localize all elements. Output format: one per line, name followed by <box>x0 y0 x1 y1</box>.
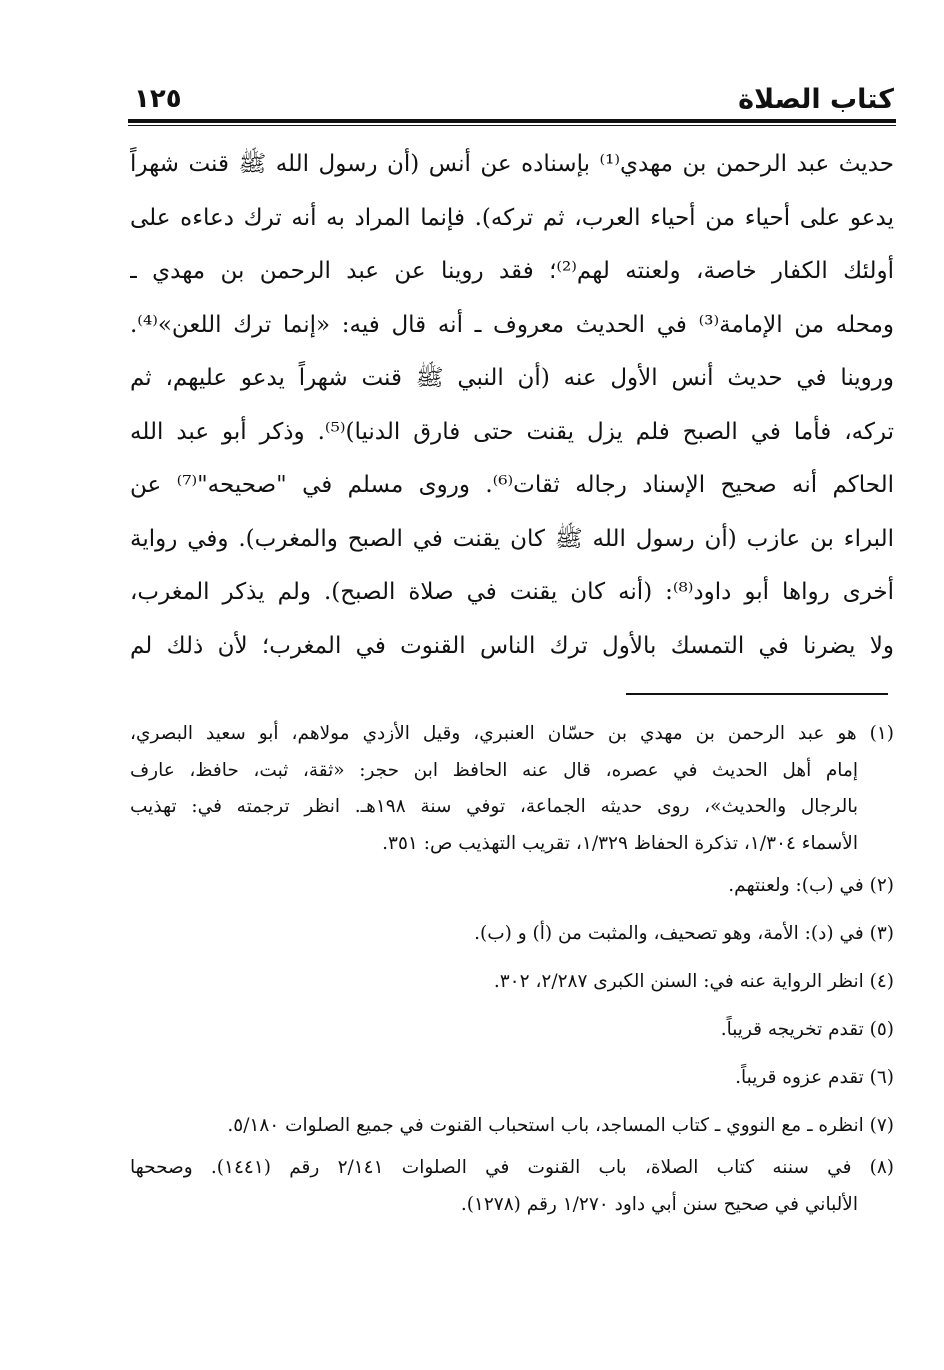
body-line: يدعو على أحياء من أحياء العرب، ثم تركه). فإنما المراد به أنه ترك دعاءه على <box>130 204 894 231</box>
body-line: الحاكم أنه صحيح الإسناد رجاله ثقات⁽⁶⁾. وروى مسلم في "صحيحه"⁽⁷⁾ عن <box>130 472 894 498</box>
footnote-1-line: (١) هو عبد الرحمن بن مهدي بن حسّان العنبري، وقيل الأزدي مولاهم، أبو سعيد البصري، <box>130 723 894 744</box>
body-line: وروينا في حديث أنس الأول عنه (أن النبي ﷺ قنت شهراً يدعو عليهم، ثم <box>130 365 894 391</box>
body-line: أولئك الكفار خاصة، ولعنته لهم⁽²⁾؛ فقد روينا عن عبد الرحمن بن مهدي ـ <box>130 258 894 284</box>
body-line: حديث عبد الرحمن بن مهدي⁽¹⁾ بإسناده عن أنس (أن رسول الله ﷺ قنت شهراً <box>130 151 894 177</box>
footnote-7: (٧) انظره ـ مع النووي ـ كتاب المساجد، باب استحباب القنوت في جميع الصلوات ٥/١٨٠. <box>227 1115 894 1136</box>
footnote-4: (٤) انظر الرواية عنه في: السنن الكبرى ٢/٢٨٧، ٣٠٢. <box>493 971 894 992</box>
footnotes-block <box>130 716 894 1223</box>
header-rule-thick <box>128 119 896 123</box>
footnote-3: (٣) في (د): الأمة، وهو تصحيف، والمثبت من (أ) و (ب). <box>474 923 894 944</box>
main-text-block <box>130 138 894 673</box>
header-rule-thin <box>128 125 896 126</box>
footnote-6: (٦) تقدم عزوه قريباً. <box>735 1067 894 1088</box>
footnote-5: (٥) تقدم تخريجه قريباً. <box>720 1019 894 1040</box>
footnote-1-line: إمام أهل الحديث في عصره، قال عنه الحافظ ابن حجر: «ثقة، ثبت، حافظ، عارف <box>130 759 858 781</box>
footnote-1-line: بالرجال والحديث»، روى حديثه الجماعة، توفي سنة ١٩٨هـ. انظر ترجمته في: تهذيب <box>130 796 859 817</box>
body-line: البراء بن عازب (أن رسول الله ﷺ كان يقنت في الصبح والمغرب). وفي رواية <box>130 525 894 552</box>
body-line: ولا يضرنا في التمسك بالأول ترك الناس القنوت في المغرب؛ لأن ذلك لم <box>130 632 894 659</box>
body-line: ومحله من الإمامة⁽³⁾ في الحديث معروف ـ أنه قال فيه: «إنما ترك اللعن»⁽⁴⁾. <box>130 311 894 338</box>
footnote-8-line: (٨) في سننه كتاب الصلاة، باب القنوت في الصلوات ٢/١٤١ رقم (١٤٤١). وصححها <box>130 1157 894 1178</box>
page-number: ١٢٥ <box>134 84 182 114</box>
body-line: تركه، فأما في الصبح فلم يزل يقنت حتى فارق الدنيا)⁽⁵⁾. وذكر أبو عبد الله <box>130 418 894 445</box>
page-header <box>130 82 894 122</box>
footnote-separator <box>626 693 888 695</box>
footnote-1-line: الأسماء ١/٣٠٤، تذكرة الحفاظ ١/٣٢٩، تقريب التهذيب ص: ٣٥١. <box>382 832 858 854</box>
footnote-2: (٢) في (ب): ولعنتهم. <box>728 875 894 896</box>
body-line: أخرى رواها أبو داود⁽⁸⁾: (أنه كان يقنت في صلاة الصبح). ولم يذكر المغرب، <box>130 579 894 605</box>
footnote-8-line: الألباني في صحيح سنن أبي داود ١/٢٧٠ رقم (١٢٧٨). <box>460 1193 858 1215</box>
running-title: كتاب الصلاة <box>738 84 894 115</box>
